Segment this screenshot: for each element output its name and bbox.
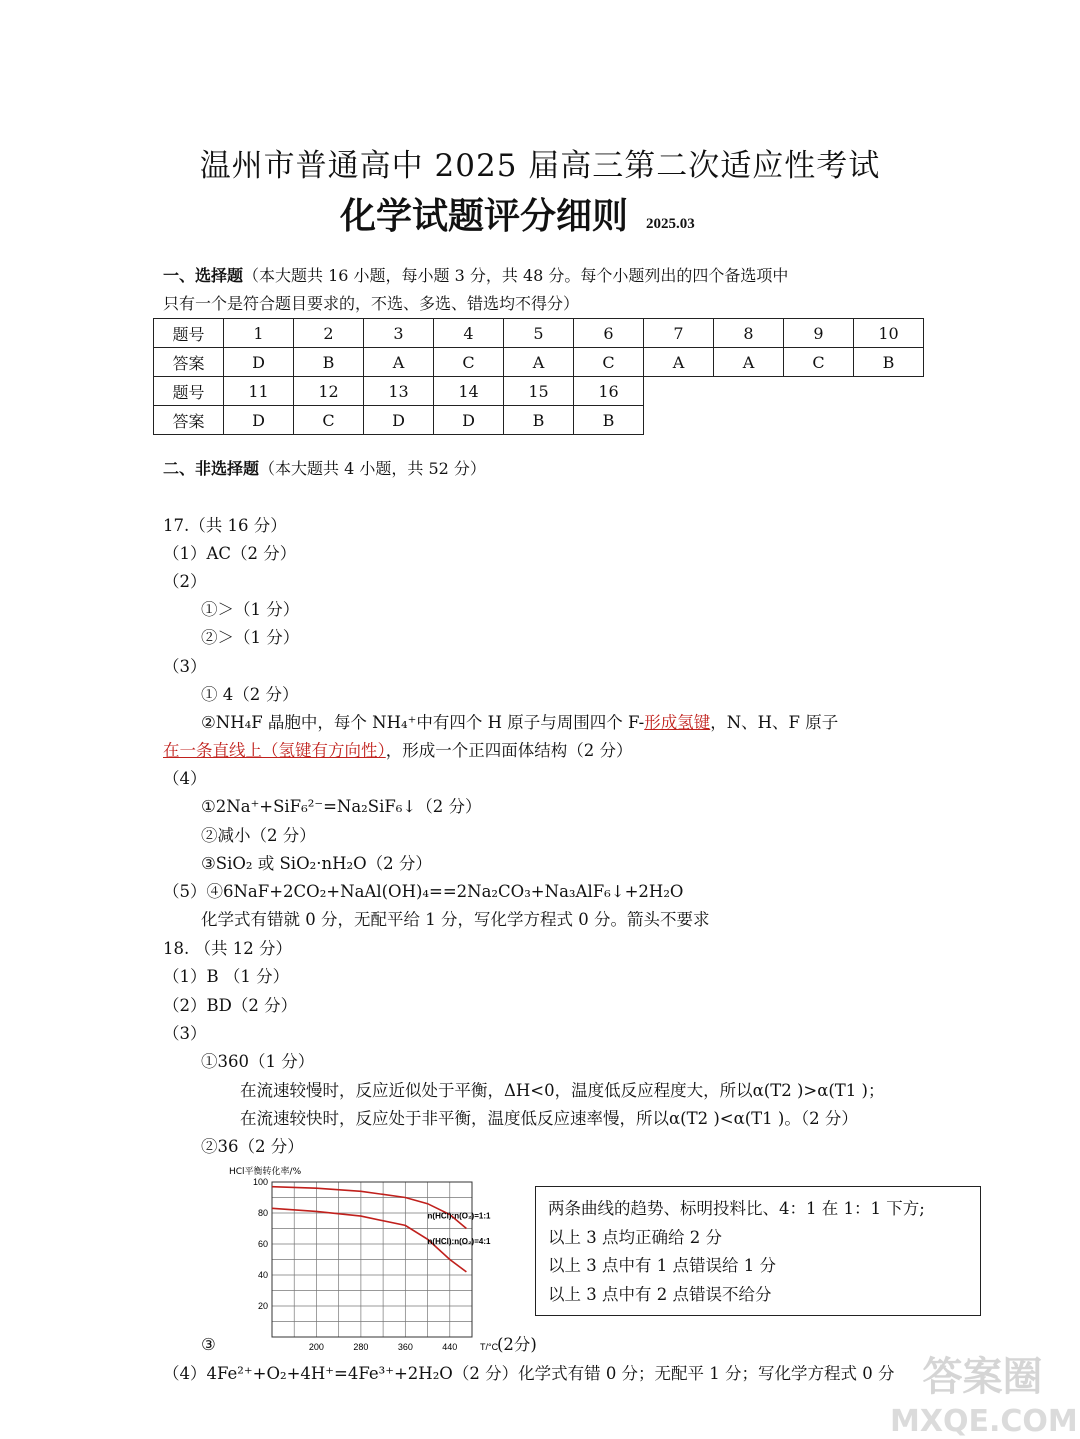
q17-part3: （3） — [163, 657, 207, 676]
section2-heading — [163, 455, 486, 483]
q17-text: ，N、H、F 原子 — [710, 713, 839, 732]
exam-title: 温州市普通高中 2025 届高三第二次适应性考试 — [199, 148, 881, 184]
grading-criteria-box — [535, 1186, 981, 1316]
q18-part3-2: ②36（2 分） — [201, 1137, 304, 1156]
series-label: n(HCl):n(O₂)=4:1 — [427, 1237, 491, 1247]
section1-label: 一、选择题 — [163, 266, 244, 285]
table-cell: D — [224, 348, 294, 377]
table-cell: B — [504, 406, 574, 435]
table-cell: D — [434, 406, 504, 435]
q18-part2: （2）BD（2 分） — [163, 996, 298, 1015]
table-row — [154, 406, 924, 435]
section1-heading — [163, 262, 788, 290]
table-cell: D — [224, 406, 294, 435]
table-cell: 2 — [294, 319, 364, 348]
table-cell: 12 — [294, 377, 364, 406]
table-cell: 3 — [364, 319, 434, 348]
y-tick-label: 60 — [257, 1239, 268, 1249]
q17-highlight: 在一条直线上（氢键有方向性） — [163, 741, 386, 760]
y-tick-label: 80 — [257, 1208, 268, 1218]
q18-part3-1: ①360（1 分） — [201, 1052, 315, 1071]
q17-heading: 17.（共 16 分） — [163, 516, 287, 535]
table-row — [154, 377, 924, 406]
table-cell: 14 — [434, 377, 504, 406]
section2-desc: （本大题共 4 小题，共 52 分） — [259, 459, 486, 478]
q17-part3-1: ① 4（2 分） — [201, 685, 299, 704]
q18-part3-3-score: (2分) — [497, 1335, 537, 1354]
grading-line: 以上 3 点中有 2 点错误不给分 — [548, 1284, 772, 1304]
table-row — [154, 319, 924, 348]
y-tick-label: 100 — [252, 1177, 268, 1187]
q18-heading: 18. （共 12 分） — [163, 939, 292, 958]
hcl-conversion-chart — [225, 1160, 499, 1355]
x-tick-label: 280 — [353, 1342, 369, 1352]
x-tick-label: 200 — [308, 1342, 324, 1352]
q17-part4-3: ③SiO₂ 或 SiO₂·nH₂O（2 分） — [201, 854, 432, 873]
x-tick-label: 360 — [397, 1342, 413, 1352]
q17-highlight: 形成氢键 — [644, 713, 711, 732]
y-tick-label: 40 — [257, 1270, 268, 1280]
x-tick-label: 440 — [442, 1342, 458, 1352]
grading-line: 两条曲线的趋势、标明投料比、4：1 在 1：1 下方; — [548, 1199, 925, 1218]
table-cell: D — [364, 406, 434, 435]
table-cell: C — [574, 348, 644, 377]
table-blank — [644, 377, 924, 406]
grading-line: 以上 3 点中有 1 点错误给 1 分 — [548, 1256, 776, 1275]
q17-part2-2: ②＞（1 分） — [201, 628, 300, 647]
series-label: n(HCl):n(O₂)=1:1 — [427, 1211, 491, 1221]
table-cell: C — [784, 348, 854, 377]
table-cell: 5 — [504, 319, 574, 348]
q17-part5-note: 化学式有错就 0 分，无配平给 1 分，写化学方程式 0 分。箭头不要求 — [201, 910, 710, 929]
q17-part3-2 — [201, 709, 838, 737]
table-cell: 7 — [644, 319, 714, 348]
q18-part4: （4）4Fe²⁺+O₂+4H⁺=4Fe³⁺+2H₂O（2 分）化学式有错 0 分；无配平 1 分；写化学方程式 0 分 — [163, 1364, 895, 1383]
table-cell: A — [714, 348, 784, 377]
table-cell: A — [504, 348, 574, 377]
watermark-url: MXQE.COM — [890, 1404, 1078, 1439]
table-header-cell: 答案 — [154, 406, 224, 435]
subtitle-text: 化学试题评分细则 — [340, 196, 629, 237]
table-cell: B — [574, 406, 644, 435]
table-row — [154, 348, 924, 377]
table-cell: C — [434, 348, 504, 377]
q18-part1: （1）B （1 分） — [163, 967, 290, 986]
table-cell: 13 — [364, 377, 434, 406]
y-tick-label: 20 — [257, 1301, 268, 1311]
q17-part2: （2） — [163, 572, 207, 591]
table-cell: 10 — [854, 319, 924, 348]
table-blank — [644, 406, 924, 435]
q18-part3: （3） — [163, 1024, 207, 1043]
q17-text: ，形成一个正四面体结构（2 分） — [385, 741, 633, 760]
q17-part4-2: ②减小（2 分） — [201, 826, 316, 845]
document-date: 2025.03 — [646, 216, 695, 232]
table-header-cell: 题号 — [154, 377, 224, 406]
q18-part3-3: ③ — [201, 1335, 216, 1354]
table-header-cell: 题号 — [154, 319, 224, 348]
answer-table — [153, 318, 924, 435]
q17-part3-2-cont — [163, 737, 633, 765]
table-cell: C — [294, 406, 364, 435]
table-cell: A — [364, 348, 434, 377]
table-cell: B — [294, 348, 364, 377]
series-line — [272, 1187, 466, 1229]
q17-part1: （1）AC（2 分） — [163, 544, 297, 563]
table-cell: 16 — [574, 377, 644, 406]
q18-part3-1b: 在流速较快时，反应处于非平衡，温度低反应速率慢，所以α(T2 )<α(T1 )。（2 分） — [240, 1109, 858, 1128]
table-cell: 15 — [504, 377, 574, 406]
q18-part3-1a: 在流速较慢时，反应近似处于平衡，ΔH<0，温度低反应程度大，所以α(T2 )>α(T1 )； — [240, 1081, 885, 1100]
table-cell: 1 — [224, 319, 294, 348]
document-subtitle — [340, 188, 695, 239]
q17-part4-1: ①2Na⁺+SiF₆²⁻=Na₂SiF₆↓（2 分） — [201, 797, 482, 816]
watermark-text: 答案圈 — [922, 1354, 1043, 1400]
q17-part5: （5）④6NaF+2CO₂+NaAl(OH)₄==2Na₂CO₃+Na₃AlF₆↓+2H₂O — [163, 882, 684, 901]
q17-text: ②NH₄F 晶胞中，每个 NH₄⁺中有四个 H 原子与周围四个 F- — [201, 713, 645, 732]
table-header-cell: 答案 — [154, 348, 224, 377]
table-cell: 6 — [574, 319, 644, 348]
table-cell: 4 — [434, 319, 504, 348]
table-cell: 8 — [714, 319, 784, 348]
table-cell: B — [854, 348, 924, 377]
q17-part4: （4） — [163, 769, 207, 788]
table-cell: 9 — [784, 319, 854, 348]
table-cell: A — [644, 348, 714, 377]
section1-desc2: 只有一个是符合题目要求的，不选、多选、错选均不得分） — [163, 294, 580, 313]
q17-part2-1: ①＞（1 分） — [201, 600, 300, 619]
section1-desc: （本大题共 16 小题，每小题 3 分，共 48 分。每个小题列出的四个备选项中 — [243, 266, 789, 285]
x-axis-label: T/°C — [480, 1342, 499, 1352]
watermark-logo — [890, 1345, 1078, 1439]
section2-label: 二、非选择题 — [163, 459, 260, 478]
y-axis-label: HCl平衡转化率/% — [229, 1167, 302, 1177]
grading-line: 以上 3 点均正确给 2 分 — [548, 1227, 722, 1247]
table-cell: 11 — [224, 377, 294, 406]
